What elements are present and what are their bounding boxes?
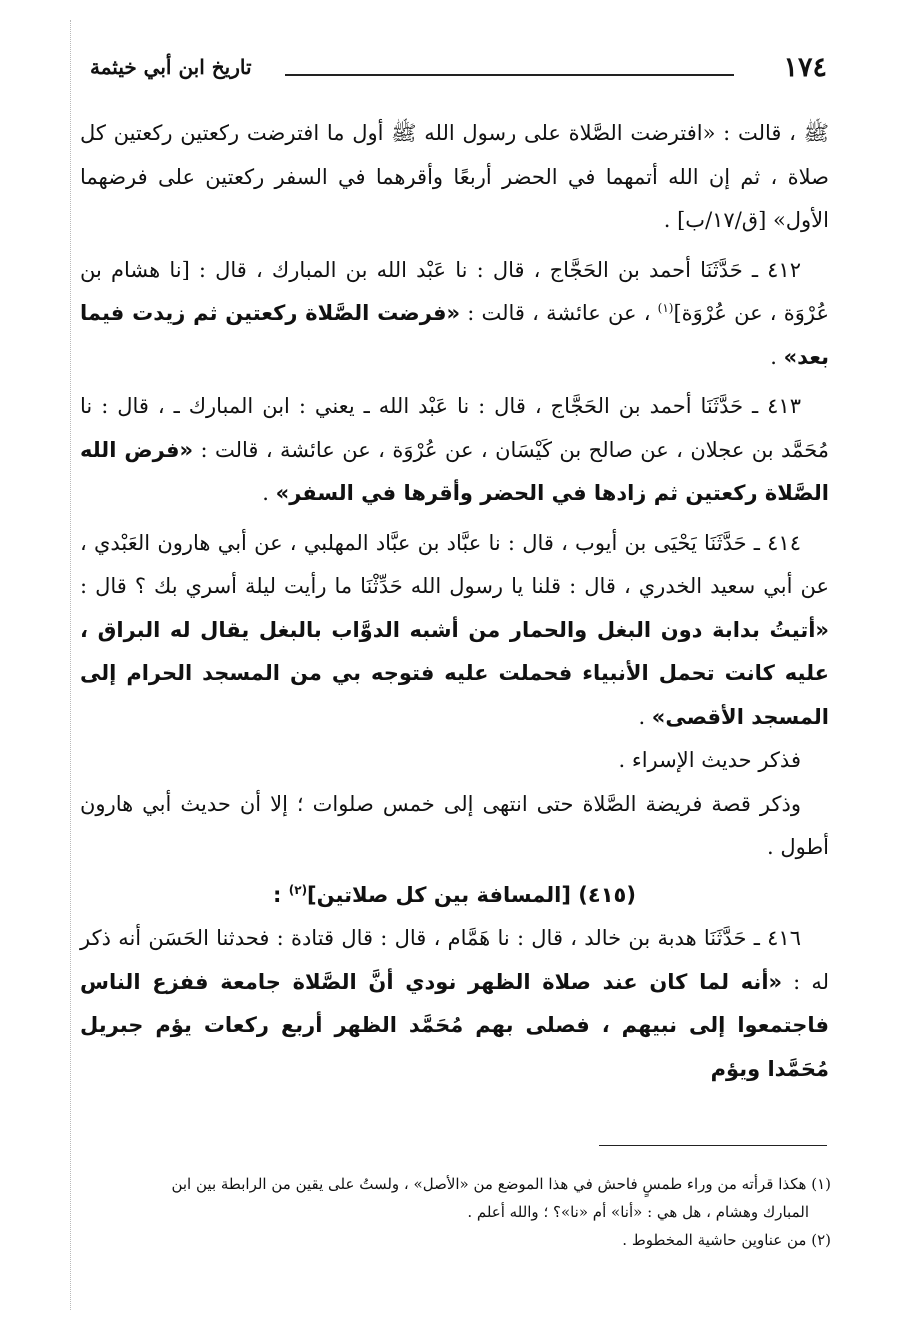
hadith-text: ٤١٦ ـ حَدَّثَنَا هدبة بن خالد ، قال : نا هَمَّام ، قال : قال قتادة : فحدثنا الحَسَن أنه ذكر له : [80,926,829,994]
punctuation: . [770,344,784,369]
qissa-note: وذكر قصة فريضة الصَّلاة حتى انتهى إلى خمس صلوات ؛ إلا أن حديث أبي هارون أطول . [80,791,829,859]
hadith-matn: «أنه لما كان عند صلاة الظهر نودي أنَّ الصَّلاة جامعة ففزع الناس فاجتمعوا إلى نبيهم ، فصلى بهم مُحَمَّد الظهر أربع ركعات يؤم جبريل مُحَمَّدا ويؤم [80,969,829,1081]
header-rule [285,74,734,76]
section-heading [80,874,829,918]
isra-note: فذكر حديث الإسراء . [618,748,801,772]
footnote-marker: (٢) [288,882,308,897]
punctuation: . [262,481,276,505]
line: فرضهما الأول» [ق/١٧/ب] . [80,164,829,232]
line: ركعتين كل صلاة ، ثم إن الله أتمهما في الحضر أربعًا وأقرهما في السفر ركعتين على [80,121,829,189]
running-title: تاريخ ابن أبي خيثمة [90,55,252,79]
footnote-2: (٢) من عناوين حاشية المخطوط . [622,1231,831,1249]
hadith-text: ٤١٤ ـ حَدَّثَنَا يَحْيَى بن أيوب ، قال : نا عبَّاد بن عبَّاد المهلبي ، عن أبي هارون العَبْدي ، عن أبي سعيد الخدري ، قال : قلنا يا رسول الله حَدِّثْنَا ما رأيت ليلة أسري بك ؟ قال : [80,530,829,598]
paragraph-continuation [80,112,829,243]
page-number: ١٧٤ [783,52,827,83]
margin-dotted-line [70,20,71,1310]
hadith-416 [80,917,829,1091]
hadith-text: ٤١٣ ـ حَدَّثَنَا أحمد بن الحَجَّاج ، قال : نا عَبْد الله ـ يعني : ابن المبارك ـ ، قال : نا مُحَمَّد بن عجلان ، عن صالح بن كَيْسَان ، عن عُرْوَة ، عن عائشة ، قالت : [80,394,829,462]
footnotes [78,1170,831,1254]
hadith-text: ، عن عائشة ، قالت : [460,301,658,325]
heading-text: (٤١٥) [المسافة بين كل صلاتين] [307,882,636,907]
hadith-413 [80,385,829,516]
main-text [80,112,829,1091]
hadith-matn: «فرضت الصَّلاة ركعتين ثم زيدت فيما بعد» [80,301,829,369]
page-header [90,52,827,92]
hadith-412 [80,249,829,380]
footnote-1: (١) هكذا قرأته من وراء طمسٍ فاحش في هذا الموضع من «الأصل» ، ولستُ على يقين من الرابطة بين ابن [171,1175,831,1193]
footnote-1-continued: المبارك وهشام ، هل هي : «أنا» أم «نا»؟ ؛ والله أعلم . [467,1203,809,1221]
footnote-marker: (١) [657,301,674,315]
hadith-414 [80,522,829,740]
punctuation: . [638,704,652,729]
hadith-matn: «فرض الله الصَّلاة ركعتين ثم زادها في الحضر وأقرها في السفر» [80,437,829,505]
punctuation: : [273,882,289,907]
hadith-matn: «أتيتُ بدابة دون البغل والحمار من أشبه الدوَّاب بالبغل يقال له البراق ، عليه كانت تحمل الأنبياء فحملت عليه فتوجه بي من المسجد الحرام إلى المسجد الأقصى» [80,617,829,729]
hadith-text: ٤١٢ ـ حَدَّثَنَا أحمد بن الحَجَّاج ، قال : نا عَبْد الله بن المبارك ، قال : [نا هشام بن عُرْوَة ، عن عُرْوَة] [80,257,829,325]
footnote-rule [599,1145,827,1146]
line: ﷺ ، قالت : «افترضت الصَّلاة على رسول الله ﷺ أول ما افترضت ركعتين [180,121,829,145]
